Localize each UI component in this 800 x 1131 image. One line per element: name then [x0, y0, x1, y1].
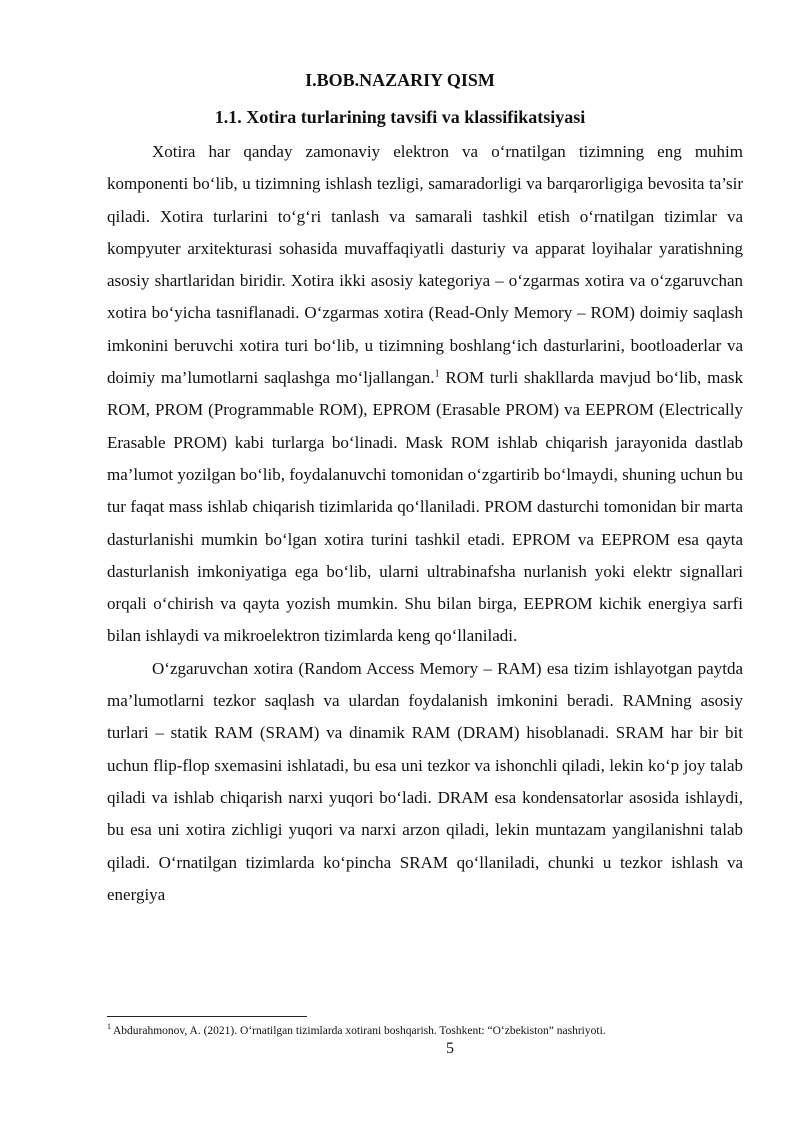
paragraph-1-text-b: ROM turli shakllarda mavjud bo‘lib, mask ROM, PROM (Programmable ROM), EPROM (Erasable PROM) va EEPROM (Electrically Erasable PROM) kabi turlarga bo‘linadi. Mask ROM ishlab chiqarish jarayonida dastlab ma’lumot yozilgan bo‘lib, foydalanuvchi tomonidan o‘zgartirib bo‘lmaydi, shuning uchun bu tur faqat mass ishlab chiqarish tizimlarida qo‘llaniladi. PROM dasturchi tomonidan bir marta dasturlanishi mumkin bo‘lgan xotira turini tashkil etadi. EPROM va EEPROM esa qayta dasturlanish imkoniyatiga ega bo‘lib, ularni ultrabinafsha nurlanish yoki elektr signallari orqali o‘chirish va qayta yozish mumkin. Shu bilan birga, EEPROM kichik energiya sarfi bilan ishlaydi va mikroelektron tizimlarda keng qo‘llaniladi.	[107, 368, 743, 646]
footnote-reference[interactable]: 1	[434, 368, 440, 380]
footnote-marker: 1	[107, 1022, 111, 1032]
paragraph-1-text-a: Xotira har qanday zamonaviy elektron va o‘rnatilgan tizimning eng muhim komponenti bo‘lib, u tizimning ishlash tezligi, samaradorligi va barqarorligiga bevosita ta’sir qiladi. Xotira turlarini to‘g‘ri tanlash va samarali tashkil etish o‘rnatilgan tizimlar va kompyuter arxitekturasi sohasida muvaffaqiyatli dasturiy va apparat loyihalar yaratishning asosiy shartlaridan biridir. Xotira ikki asosiy kategoriya – o‘zgarmas xotira va o‘zgaruvchan xotira bo‘yicha tasniflanadi. O‘zgarmas xotira (Read-Only Memory – ROM) doimiy saqlash imkonini beruvchi xotira turi bo‘lib, u tizimning boshlang‘ich dasturlarini, bootloaderlar va doimiy ma’lumotlarni saqlashga mo‘ljallangan.	[107, 142, 743, 388]
paragraph-2: O‘zgaruvchan xotira (Random Access Memory – RAM) esa tizim ishlayotgan paytda ma’lumotlarni tezkor saqlash va ulardan foydalanish imkonini beradi. RAMning asosiy turlari – statik RAM (SRAM) va dinamik RAM (DRAM) hisoblanadi. SRAM har bir bit uchun flip-flop sxemasini ishlatadi, bu esa uni tezkor va ishonchli qiladi, lekin ko‘p joy talab qiladi va ishlab chiqarish narxi yuqori bo‘ladi. DRAM esa kondensatorlar asosida ishlaydi, bu esa uni xotira zichligi yuqori va narxi arzon qiladi, lekin muntazam yangilanishni talab qiladi. O‘rnatilgan tizimlarda ko‘pincha SRAM qo‘llaniladi, chunki u tezkor ishlash va energiya	[107, 658, 743, 904]
body-text	[107, 136, 743, 911]
chapter-title: I.BOB.NAZARIY QISM	[305, 70, 495, 90]
page-number: 5	[446, 1040, 454, 1057]
footnote	[107, 1023, 747, 1039]
paragraph-1	[107, 136, 743, 653]
footnote-text: Abdurahmonov, A. (2021). O‘rnatilgan tizimlarda xotirani boshqarish. Toshkent: “O‘zbekiston” nashriyoti.	[113, 1025, 606, 1037]
section-title: 1.1. Xotira turlarining tavsifi va klassifikatsiyasi	[214, 107, 586, 127]
footnote-separator	[107, 1016, 307, 1017]
